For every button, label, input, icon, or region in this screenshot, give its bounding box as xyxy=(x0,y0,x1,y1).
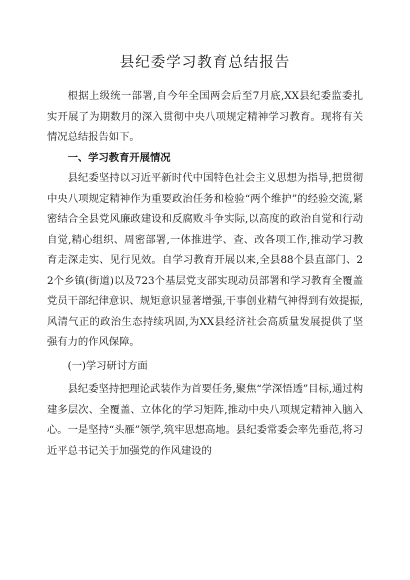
section-heading: 一、学习教育开展情况 xyxy=(67,151,171,164)
intro-paragraph: 根据上级统一部署,自今年全国两会后至7月底,XX县纪委监委扎实开展了为期数月的深入贯彻中央八项规定精神学习教育。现将有关情况总结报告如下。 xyxy=(47,90,363,143)
document-title: 县纪委学习教育总结报告 xyxy=(119,55,291,71)
subsection-heading: (一)学习研讨方面 xyxy=(67,359,148,372)
subsection-paragraph: 县纪委坚持把理论武装作为首要任务,聚焦“学深悟透”目标,通过构建多层次、全覆盖、立体化的学习矩阵,推动中央八项规定精神入脑入心。一是坚持“头雁”领学,筑牢思想高地。县纪委常委会率先垂范,将习近平总书记关于加强党的作风建设的 xyxy=(47,383,363,457)
section-paragraph: 县纪委坚持以习近平新时代中国特色社会主义思想为指导,把贯彻中央八项规定精神作为重要政治任务和检验“两个维护”的经验交流,紧密结合全县党风廉政建设和反腐败斗争实际,以高度的政治自觉和行动自觉,精心组织、周密部署,一体推进学、查、改各项工作,推动学习教育走深走实、见行见效。自学习教育开展以来,全县88个县直部门、22个乡镇(街道)以及723个基层党支部实现动员部署和学习教育全覆盖党员干部纪律意识、规矩意识显著增强,干事创业精气神得到有效提振,风清气正的政治生态持续巩固,为XX县经济社会高质量发展提供了坚强有力的作风保障。 xyxy=(47,172,363,348)
